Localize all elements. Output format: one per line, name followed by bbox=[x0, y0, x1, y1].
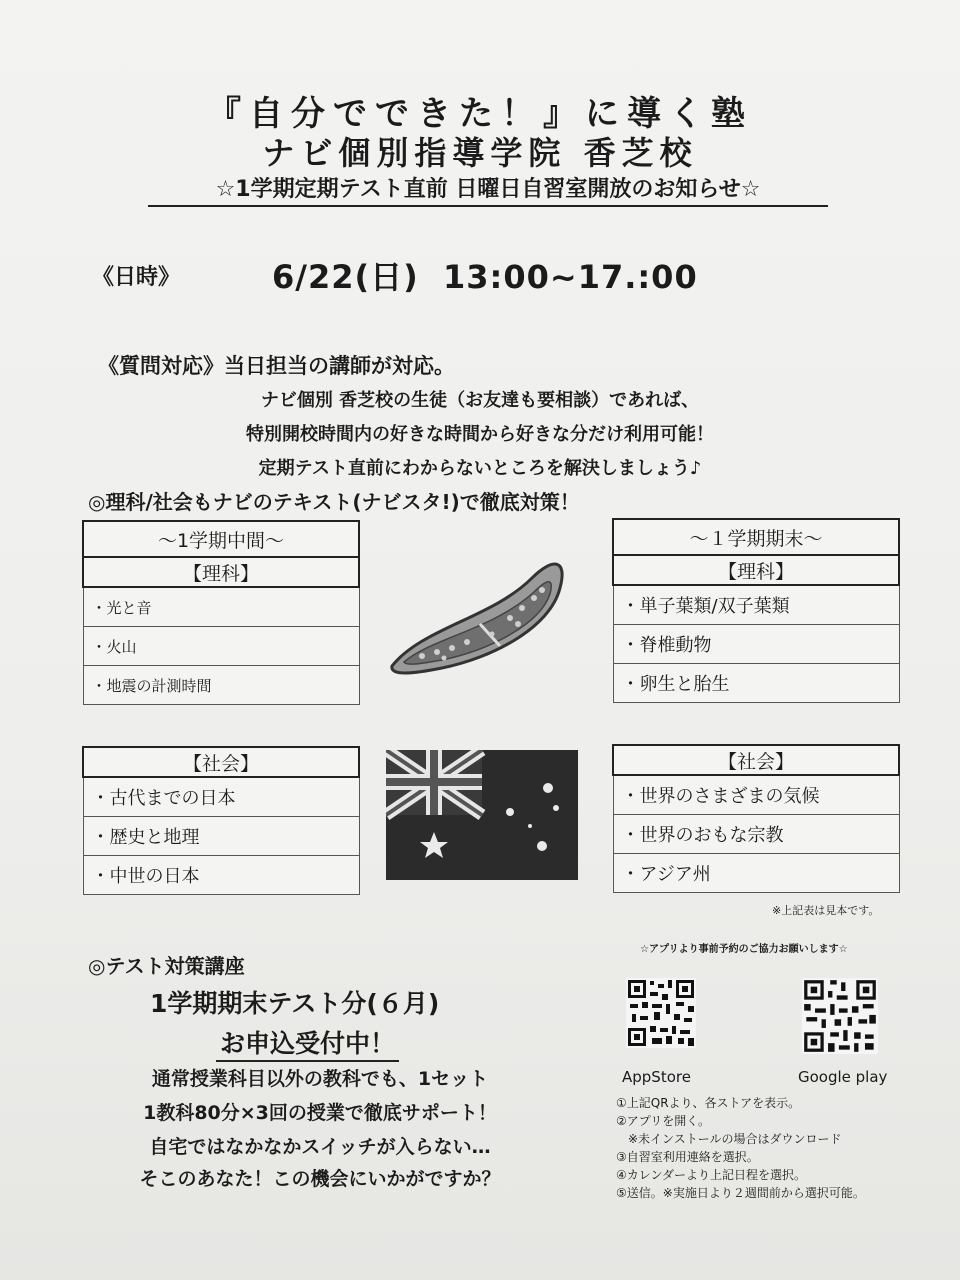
table-row: ・光と音 bbox=[83, 587, 359, 627]
table-row: ・歴史と地理 bbox=[83, 817, 359, 856]
qr-code-icon[interactable] bbox=[802, 978, 878, 1054]
table-row: ・中世の日本 bbox=[83, 856, 359, 895]
midterm-title: ～1学期中間～ bbox=[83, 521, 359, 557]
midterm-science-label: 【理科】 bbox=[83, 557, 359, 587]
app-step: ③自習室利用連絡を選択。 bbox=[616, 1150, 759, 1164]
table-row: ・アジア州 bbox=[613, 854, 899, 893]
midterm-social-table bbox=[82, 746, 360, 895]
questions-heading: 《質問対応》当日担当の講師が対応。 bbox=[98, 354, 455, 378]
australia-flag-icon bbox=[386, 750, 578, 880]
final-title: ～１学期期末～ bbox=[613, 519, 899, 555]
sample-note: ※上記表は見本です。 bbox=[772, 904, 880, 917]
final-social-table bbox=[612, 744, 900, 893]
app-steps bbox=[616, 1094, 865, 1202]
questions-line: ナビ個別 香芝校の生徒（お友達も要相談）であれば、 bbox=[260, 390, 700, 411]
app-note: ☆アプリより事前予約のご協力お願いします☆ bbox=[640, 944, 848, 955]
questions-line: 定期テスト直前にわからないところを解決しましょう♪ bbox=[258, 458, 702, 479]
app-step: ②アプリを開く。 bbox=[616, 1114, 711, 1128]
questions-line: 特別開校時間内の好きな時間から好きな分だけ利用可能！ bbox=[246, 424, 714, 445]
midterm-social-label: 【社会】 bbox=[83, 747, 359, 777]
table-row: ・古代までの日本 bbox=[83, 777, 359, 817]
table-row: ・単子葉類/双子葉類 bbox=[613, 585, 899, 625]
app-step: ※未インストールの場合はダウンロード bbox=[616, 1132, 842, 1146]
appstore-label: AppStore bbox=[622, 1068, 691, 1086]
title-line-1: 『自分でできた！』に導く塾 bbox=[207, 94, 753, 134]
schedule-label: 《日時》 bbox=[92, 265, 181, 290]
app-step: ①上記QRより、各ストアを表示。 bbox=[616, 1096, 801, 1110]
table-row: ・火山 bbox=[83, 627, 359, 666]
euglena-cell-icon bbox=[382, 548, 568, 678]
test-course-line: 1教科80分×3回の授業で徹底サポート！ bbox=[143, 1102, 497, 1124]
app-step: ④カレンダーより上記日程を選択。 bbox=[616, 1168, 806, 1182]
table-row: ・脊椎動物 bbox=[613, 625, 899, 664]
table-row: ・世界のおもな宗教 bbox=[613, 815, 899, 854]
test-course-heading: ◎テスト対策講座 bbox=[88, 954, 245, 978]
final-science-label: 【理科】 bbox=[613, 555, 899, 585]
table-row: ・地震の計測時間 bbox=[83, 666, 359, 705]
test-course-subtitle: お申込受付中！ bbox=[216, 1024, 399, 1062]
test-course-line: 通常授業科目以外の教科でも、1セット bbox=[151, 1068, 489, 1090]
app-step: ⑤送信。※実施日より２週間前から選択可能。 bbox=[616, 1186, 865, 1200]
notice-subtitle: ☆1学期定期テスト直前 日曜日自習室開放のお知らせ☆ bbox=[148, 172, 828, 207]
midterm-science-table bbox=[82, 520, 360, 705]
schedule-value: 6/22(日) 13:00~17.:00 bbox=[272, 258, 698, 296]
table-row: ・卵生と胎生 bbox=[613, 664, 899, 703]
title-line-2: ナビ個別指導学院 香芝校 bbox=[262, 134, 698, 172]
google-play-label: Google play bbox=[798, 1068, 888, 1086]
table-row: ・世界のさまざまの気候 bbox=[613, 775, 899, 815]
final-social-label: 【社会】 bbox=[613, 745, 899, 775]
final-science-table bbox=[612, 518, 900, 703]
test-course-title: 1学期期末テスト分(６月) bbox=[150, 989, 440, 1018]
test-course-line: そこのあなた！この機会にいかがですか？ bbox=[139, 1168, 501, 1190]
science-social-note: ◎理科/社会もナビのテキスト(ナビスタ!)で徹底対策！ bbox=[88, 490, 580, 514]
test-course-line: 自宅ではなかなかスイッチが入らない… bbox=[149, 1136, 491, 1158]
qr-code-icon[interactable] bbox=[626, 978, 696, 1048]
